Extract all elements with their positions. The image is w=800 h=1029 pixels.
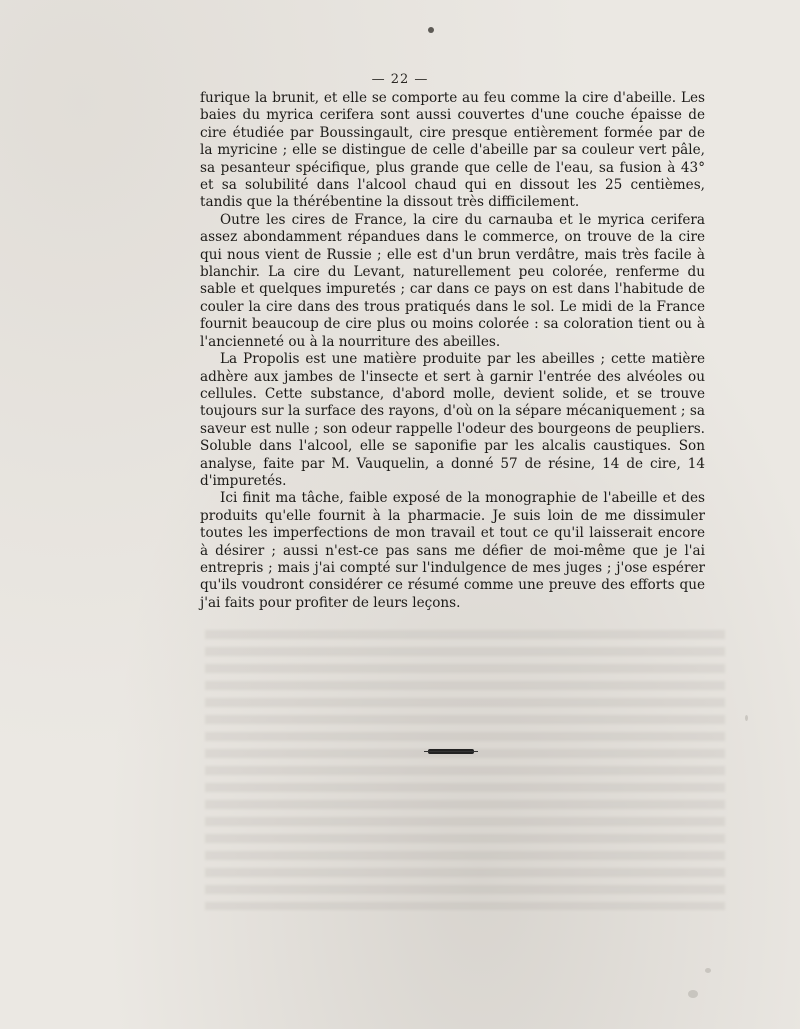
paper-speck <box>745 715 748 721</box>
paragraph-cires-commerce: Outre les cires de France, la cire du carnauba et le myrica cerifera assez abondamment répandues dans le commerce, on trouve de la cire qui nous vient de Russie ; elle est d'un brun verdâtre, mais très facile à blanchir. La cire du Levant, naturellement peu colorée, renferme du sable et quelques impuretés ; car dans ce pays on est dans l'habitude de couler la cire dans des trous pratiqués dans le sol. Le midi de la France fournit beaucoup de cire plus ou moins colorée : sa coloration tient ou à l'ancienneté ou à la nourriture des abeilles. <box>200 211 705 350</box>
paragraph-propolis: La Propolis est une matière produite par les abeilles ; cette matière adhère aux jambes de l'insecte et sert à garnir l'entrée des alvéoles ou cellules. Cette substance, d'abord molle, devient solide, et se trouve toujours sur la surface des rayons, d'où on la sépare mécaniquement ; sa saveur est nulle ; son odeur rappelle l'odeur des bourgeons de peupliers. Soluble dans l'alcool, elle se saponifie par les alcalis caustiques. Son analyse, faite par M. Vauquelin, a donné 57 de résine, 14 de cire, 14 d'impuretés. <box>200 351 705 489</box>
paper-speck <box>688 990 698 998</box>
show-through-text <box>205 630 725 910</box>
body-text <box>200 90 705 612</box>
end-rule <box>428 749 474 754</box>
page-number: — 22 — <box>371 72 429 87</box>
ink-spot <box>428 27 434 33</box>
paper-speck <box>705 968 711 973</box>
paragraph-conclusion: Ici finit ma tâche, faible exposé de la monographie de l'abeille et des produits qu'elle fournit à la pharmacie. Je suis loin de me dissimuler toutes les imperfections de mon travail et tout ce qu'il laisserait encore à désirer ; aussi n'est-ce pas sans me défier de moi-même que je l'ai entrepris ; mais j'ai compté sur l'indulgence de mes juges ; j'ose espérer qu'ils voudront considérer ce résumé comme une preuve des efforts que j'ai faits pour profiter de leurs leçons. <box>200 490 705 611</box>
paragraph-continuation: furique la brunit, et elle se comporte au feu comme la cire d'abeille. Les baies du myrica cerifera sont aussi couvertes d'une couche épaisse de cire étudiée par Boussingault, cire presque entièrement formée par de la myricine ; elle se distingue de celle d'abeille par sa couleur vert pâle, sa pesanteur spécifique, plus grande que celle de l'eau, sa fusion à 43° et sa solubilité dans l'alcool chaud qui en dissout les 25 centièmes, tandis que la thérébentine la dissout très difficilement. <box>200 90 705 211</box>
